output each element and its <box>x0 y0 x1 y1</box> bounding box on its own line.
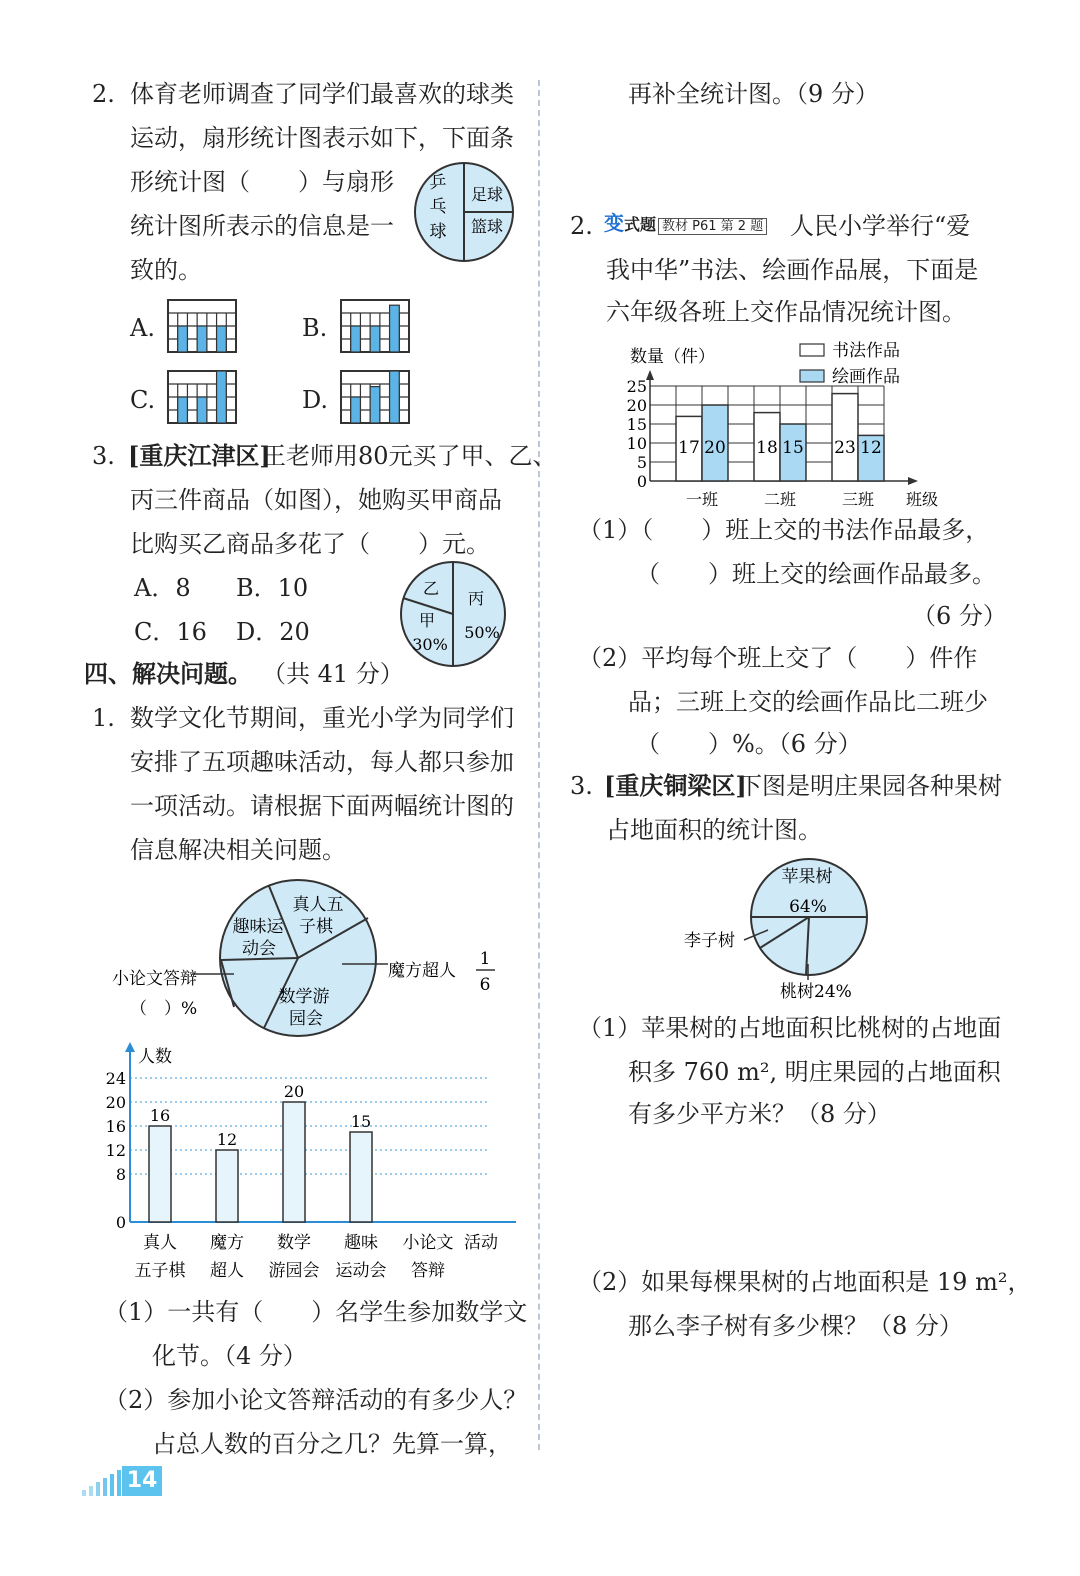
q3-line-3: 比购买乙商品多花了（ ）元。 <box>130 530 490 558</box>
y-tick-label: 24 <box>105 1069 126 1088</box>
p3-region-tag: [重庆铜梁区] <box>604 771 747 800</box>
p1-sub1-line-2: 化节。（4 分） <box>152 1342 307 1370</box>
bar <box>216 1150 238 1222</box>
option-bar <box>351 397 361 423</box>
continuation-line: 再补全统计图。（9 分） <box>628 80 879 108</box>
y-tick-label: 0 <box>115 1213 126 1232</box>
x-tick-label: 游园会 <box>268 1261 320 1281</box>
q2-number: 2. <box>92 80 115 108</box>
y-tick-label: 20 <box>626 396 647 415</box>
section-heading: 四、解决问题。 <box>84 659 252 688</box>
bar <box>283 1102 305 1222</box>
pie-label-chess-2: 子棋 <box>299 917 333 937</box>
activity-pie-chart <box>104 874 504 1040</box>
pie-label-cube: 魔方超人 <box>388 961 456 981</box>
q3-option-d: D．20 <box>236 618 310 646</box>
y-tick-label: 8 <box>115 1165 126 1184</box>
option-bar <box>370 387 380 423</box>
legend-label: 绘画作品 <box>832 367 900 387</box>
p1-line-1: 数学文化节期间，重光小学为同学们 <box>130 704 514 732</box>
x-tick-label: 五子棋 <box>134 1261 186 1281</box>
option-bar <box>217 326 227 352</box>
option-bar <box>217 371 227 423</box>
option-d-label: D. <box>302 386 329 414</box>
p3-s2-line-2: 那么李子树有多少棵？（8 分） <box>628 1312 963 1340</box>
p2-line-3: 六年级各班上交作品情况统计图。 <box>606 298 966 326</box>
x-tick-label: 运动会 <box>335 1261 387 1281</box>
pie-label-bing: 丙 <box>467 589 485 608</box>
bar-value-label: 12 <box>860 438 882 458</box>
bar-value-label: 18 <box>756 438 778 458</box>
p3-s1-line-3: 有多少平方米？（8 分） <box>628 1100 891 1128</box>
pie-label-essay: 小论文答辩 <box>112 969 197 989</box>
textbook-reference: 教材 P61 第 2 题 <box>658 218 767 235</box>
q2-line-3: 形统计图（ ）与扇形 <box>130 168 394 196</box>
pie-label-yi: 乙 <box>422 579 440 598</box>
q3-region-tag: [重庆江津区] <box>128 441 271 470</box>
p1-line-4: 信息解决相关问题。 <box>130 836 346 864</box>
works-bar-chart <box>600 336 960 512</box>
option-a-label: A. <box>130 314 155 342</box>
pie-label-jia-pct: 30% <box>412 635 448 654</box>
x-tick-label: 真人 <box>143 1233 177 1253</box>
pie-label-plum: 李子树 <box>684 931 735 951</box>
bar-value-label: 15 <box>782 438 804 458</box>
pie-label-sports-1: 趣味运 <box>232 917 284 937</box>
p3-line-1: 下图是明庄果园各种果树 <box>738 772 1002 800</box>
option-a-chart <box>166 298 238 354</box>
q2-line-1: 体育老师调查了同学们最喜欢的球类 <box>130 80 514 108</box>
section-score: （共 41 分） <box>262 660 404 688</box>
bar <box>350 1132 372 1222</box>
p3-s2-line-1: （2）如果每棵果树的占地面积是 19 m²， <box>578 1268 1032 1296</box>
pie-label-cube-denominator: 6 <box>479 975 491 995</box>
variant-question-chip <box>604 212 767 238</box>
variant-chip-shi: 式题 <box>624 215 657 234</box>
activity-bar-chart <box>96 1040 516 1290</box>
x-tick-label: 三班 <box>841 490 875 509</box>
x-tick-label: 答辩 <box>411 1261 445 1281</box>
p1-line-2: 安排了五项趣味活动，每人都只参加 <box>130 748 514 776</box>
p2-s1-line-2: （ ）班上交的绘画作品最多。 <box>636 560 996 588</box>
legend-label: 书法作品 <box>832 341 900 361</box>
p1-line-3: 一项活动。请根据下面两幅统计图的 <box>130 792 514 820</box>
option-c-chart <box>166 369 238 425</box>
bar <box>149 1126 171 1222</box>
ball-pie-chart <box>412 160 516 264</box>
x-axis-title: 活动 <box>464 1233 498 1253</box>
x-tick-label: 数学 <box>277 1233 311 1253</box>
y-tick-label: 25 <box>626 377 647 396</box>
y-axis-arrow <box>646 370 654 380</box>
x-tick-label: 超人 <box>210 1261 244 1281</box>
pie-label-football: 足球 <box>470 185 504 204</box>
orchard-pie-chart <box>684 856 874 1006</box>
x-tick-label: 趣味 <box>344 1233 378 1253</box>
p3-line-2: 占地面积的统计图。 <box>606 816 822 844</box>
pie-label-apple-pct: 64% <box>789 897 827 917</box>
option-b-chart <box>339 298 411 354</box>
p3-s1-line-1: （1）苹果树的占地面积比桃树的占地面 <box>578 1014 1002 1042</box>
bar-value-label: 15 <box>350 1112 372 1131</box>
pie-label-chess-1: 真人五 <box>292 895 344 915</box>
pie-label-sports-2: 动会 <box>242 939 276 959</box>
q3-number: 3. <box>92 442 115 470</box>
pie-label-basketball: 篮球 <box>470 217 504 236</box>
column-divider <box>538 80 540 1450</box>
q3-line-2: 丙三件商品（如图），她购买甲商品 <box>130 486 502 514</box>
p1-number: 1. <box>92 704 115 732</box>
bar-value-label: 20 <box>704 438 726 458</box>
pie-label-peach: 桃树24% <box>780 982 852 1002</box>
option-bar <box>178 397 188 423</box>
q2-line-5: 致的。 <box>130 256 202 284</box>
y-tick-label: 15 <box>626 415 647 434</box>
pie-label-jia: 甲 <box>418 611 436 630</box>
y-axis-arrow <box>125 1042 135 1052</box>
option-bar <box>351 326 361 352</box>
x-tick-label: 二班 <box>763 490 797 509</box>
pie-label-pingpong-3: 球 <box>429 222 447 242</box>
p2-number: 2. <box>570 212 593 240</box>
p1-sub1-line-1: （1）一共有（ ）名学生参加数学文 <box>104 1298 528 1326</box>
pie-label-cube-numerator: 1 <box>479 949 491 969</box>
bar-value-label: 17 <box>678 438 700 458</box>
q3-option-a: A．8 <box>134 574 191 602</box>
variant-chip-bian: 变 <box>604 211 624 235</box>
option-bar <box>178 326 188 352</box>
p2-s1-line-1: （1）（ ）班上交的书法作品最多， <box>578 516 990 544</box>
option-bar <box>197 397 207 423</box>
p2-s2-line-1: （2）平均每个班上交了（ ）件作 <box>578 644 978 672</box>
page-number: 14 <box>122 1466 162 1496</box>
option-bar <box>370 326 380 352</box>
p3-number: 3. <box>570 772 593 800</box>
y-axis-title: 数量（件） <box>630 347 715 367</box>
bar-value-label: 23 <box>834 438 856 458</box>
bar-value-label: 12 <box>216 1130 238 1149</box>
pie-label-game-2: 园会 <box>289 1009 323 1029</box>
legend-swatch <box>800 344 824 356</box>
p2-s2-line-3: （ ）%。（6 分） <box>636 730 862 758</box>
page-number-decoration <box>80 1470 122 1496</box>
x-axis-arrow <box>908 477 918 485</box>
option-c-label: C. <box>130 386 156 414</box>
q3-option-b: B．10 <box>236 574 309 602</box>
bar-value-label: 16 <box>149 1106 171 1125</box>
y-tick-label: 20 <box>105 1093 126 1112</box>
q3-option-c: C．16 <box>134 618 207 646</box>
bar-value-label: 20 <box>283 1082 305 1101</box>
p3-s1-line-2: 积多 760 m², 明庄果园的占地面积 <box>628 1058 1001 1086</box>
y-tick-label: 0 <box>636 472 647 491</box>
pie-label-pingpong-2: 乓 <box>429 197 447 217</box>
y-axis-title: 人数 <box>138 1047 172 1067</box>
x-tick-label: 一班 <box>685 490 719 509</box>
y-tick-label: 10 <box>626 434 647 453</box>
p2-line-1: 人民小学举行“爱 <box>790 212 971 240</box>
legend-swatch <box>800 370 824 382</box>
q3-line-1: 王老师用80元买了甲、乙、 <box>262 442 557 470</box>
q2-line-2: 运动，扇形统计图表示如下，下面条 <box>130 124 514 152</box>
option-bar <box>197 326 207 352</box>
option-bar <box>390 371 400 423</box>
p1-sub2-line-2: 占总人数的百分之几？先算一算， <box>152 1430 512 1458</box>
y-tick-label: 12 <box>105 1141 126 1160</box>
pie-label-pingpong-1: 乒 <box>429 173 447 193</box>
x-tick-label: 魔方 <box>210 1233 244 1253</box>
x-tick-label: 小论文 <box>402 1233 454 1253</box>
option-d-chart <box>339 369 411 425</box>
y-tick-label: 16 <box>105 1117 126 1136</box>
q2-line-4: 统计图所表示的信息是一 <box>130 212 394 240</box>
goods-pie-chart <box>396 558 514 668</box>
p2-s2-line-2: 品；三班上交的绘画作品比二班少 <box>628 688 988 716</box>
y-tick-label: 5 <box>636 453 647 472</box>
pie-label-bing-pct: 50% <box>464 623 500 642</box>
pie-label-essay-pct: （ ）% <box>130 999 198 1019</box>
pie-label-apple: 苹果树 <box>781 867 833 887</box>
option-bar <box>390 305 400 352</box>
p2-s1-score: （6 分） <box>912 602 1007 630</box>
option-b-label: B. <box>302 314 328 342</box>
pie-label-game-1: 数学游 <box>278 987 330 1007</box>
x-axis-title: 班级 <box>905 490 939 509</box>
p2-line-2: 我中华”书法、绘画作品展，下面是 <box>606 256 979 284</box>
p1-sub2-line-1: （2）参加小论文答辩活动的有多少人？ <box>104 1386 528 1414</box>
